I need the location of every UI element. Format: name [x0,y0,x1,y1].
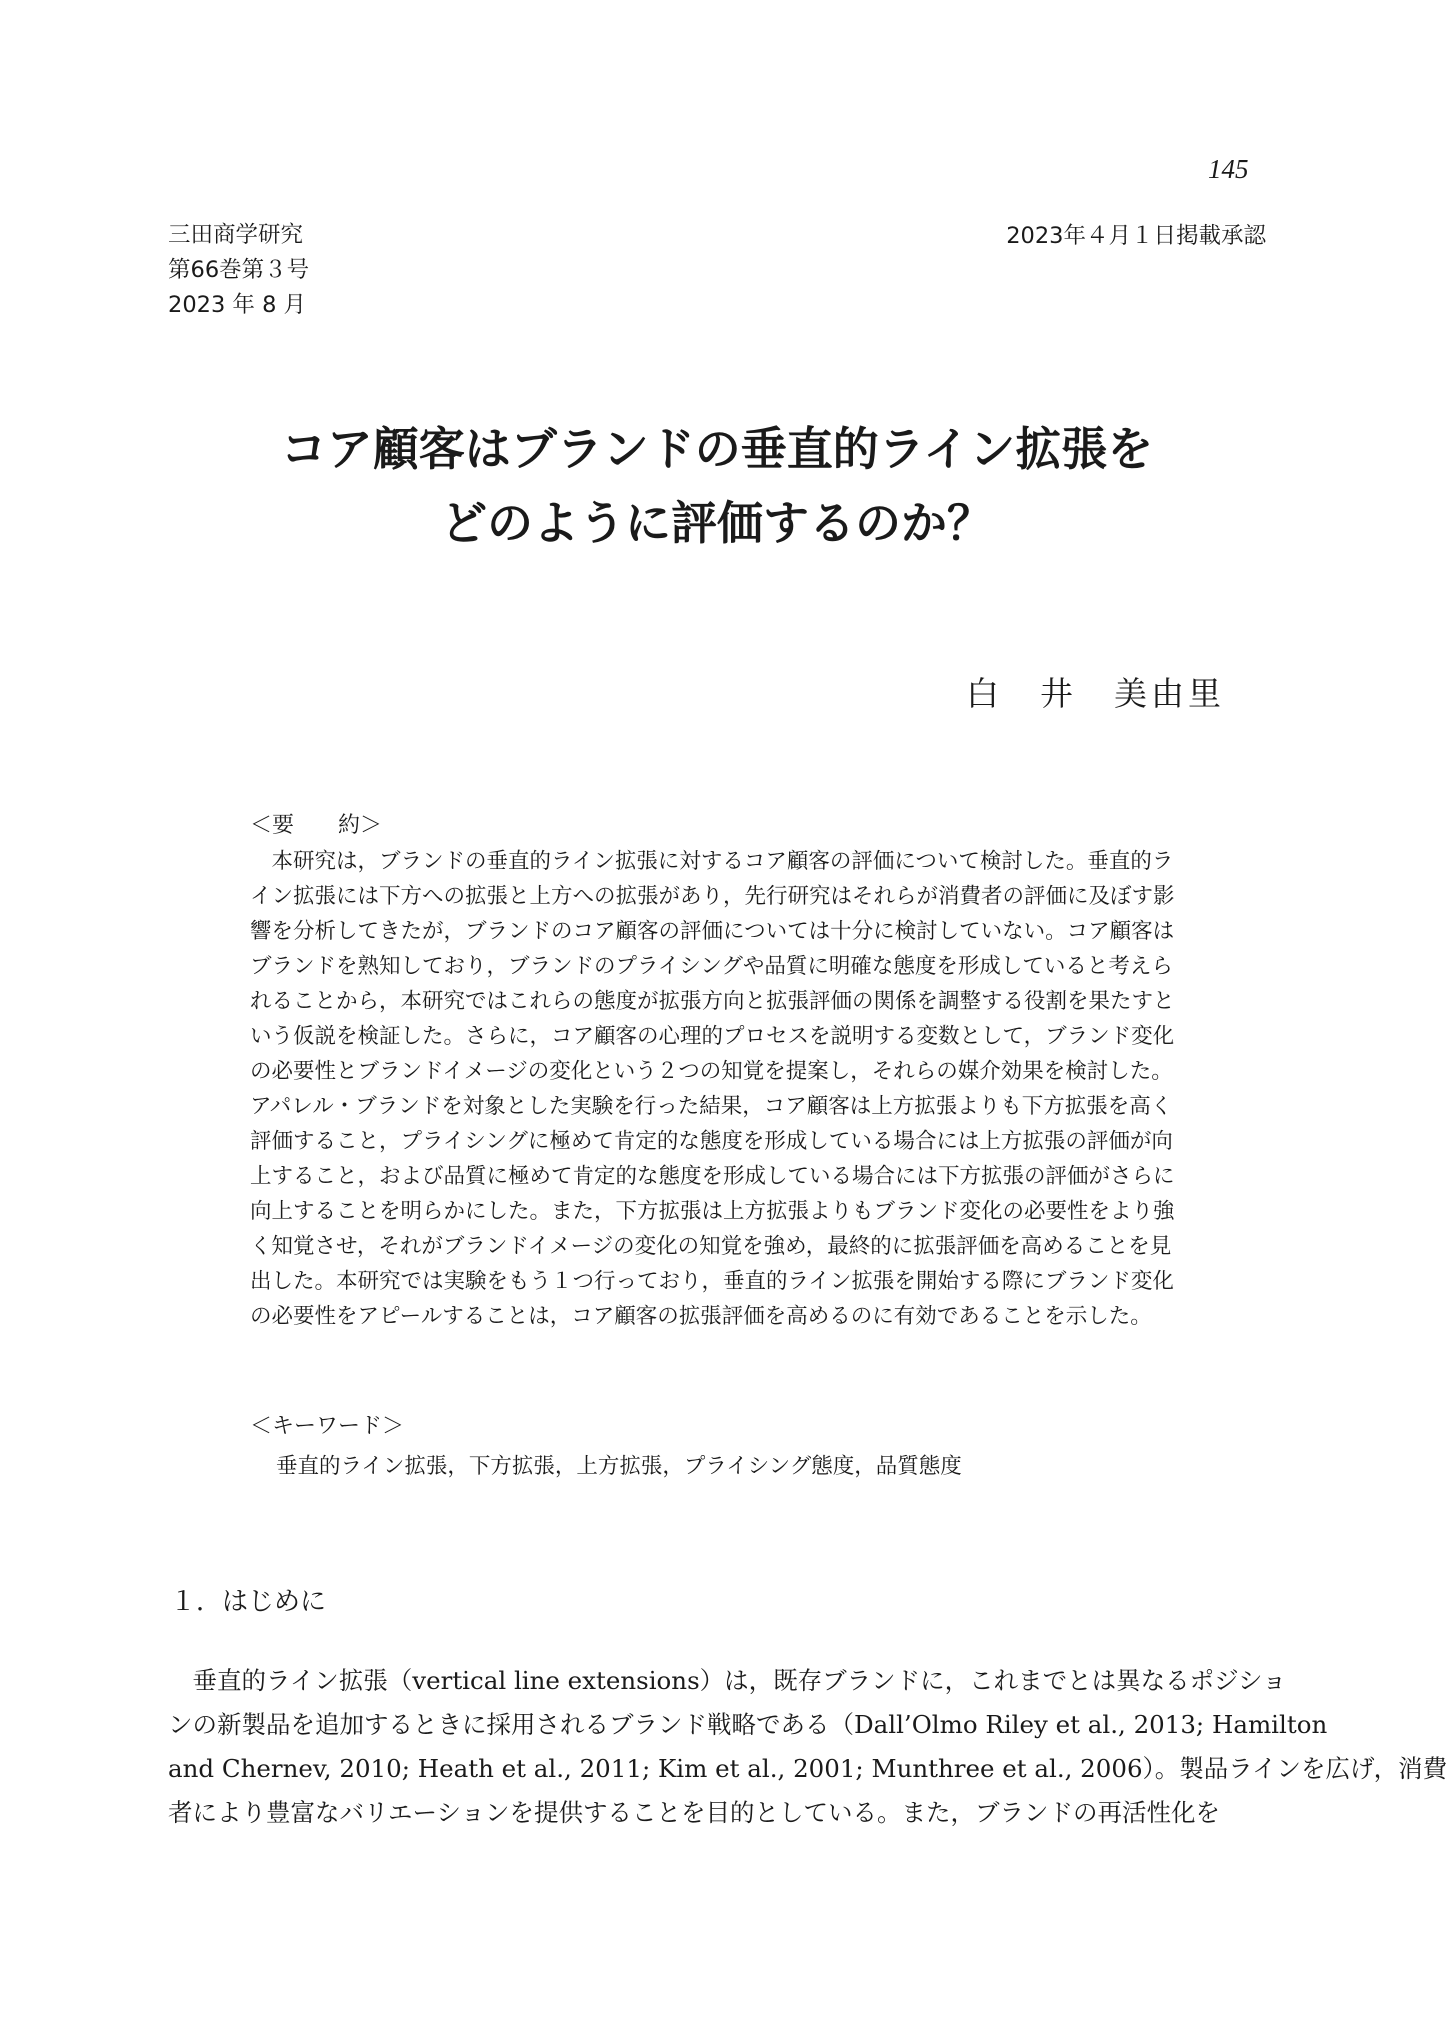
abstract-line: イン拡張には下方への拡張と上方への拡張があり，先行研究はそれらが消費者の評価に及ぼす影 [250,884,1175,909]
abstract-line: ブランドを熟知しており，ブランドのプライシングや品質に明確な態度を形成していると考えら [250,954,1173,979]
body-line: 者により豊富なバリエーションを提供することを目的としている。また，ブランドの再活性化を [168,1798,1221,1827]
author-name: 白 井 美由里 [966,674,1225,713]
journal-volume: 第66巻第３号 [168,257,310,283]
page-number: 145 [1208,154,1249,184]
abstract-line: の必要性とブランドイメージの変化という２つの知覚を提案し，それらの媒介効果を検討した。 [250,1059,1173,1084]
body-line: and Chernev, 2010; Heath et al., 2011; Kim et al., 2001; Munthree et al., 2006）。製品ラインを広げ，消費 [168,1754,1447,1783]
paper-title [130,412,1304,560]
abstract-line: 響を分析してきたが，ブランドのコア顧客の評価については十分に検討していない。コア顧客は [250,919,1175,944]
abstract-line: れることから，本研究ではこれらの態度が拡張方向と拡張評価の関係を調整する役割を果たすと [250,989,1175,1014]
section-heading: １．はじめに [170,1587,327,1617]
title-line: コア顧客はブランドの垂直的ライン拡張を [280,422,1154,476]
abstract-line: く知覚させ，それがブランドイメージの変化の知覚を強め，最終的に拡張評価を高めることを見 [250,1234,1172,1259]
abstract-line: いう仮説を検証した。さらに，コア顧客の心理的プロセスを説明する変数として，ブランド変化 [250,1024,1175,1049]
abstract-line: アパレル・ブランドを対象とした実験を行った結果，コア顧客は上方拡張よりも下方拡張を高く [250,1094,1173,1119]
keywords-heading: ＜キーワード＞ [250,1414,405,1439]
abstract-line: の必要性をアピールすることは，コア顧客の拡張評価を高めるのに有効であることを示した。 [250,1304,1152,1329]
acceptance-date: 2023年４月１日掲載承認 [1006,223,1266,249]
section-body [168,1659,1447,1835]
abstract-line: 向上することを明らかにした。また，下方拡張は上方拡張よりもブランド変化の必要性をより強 [250,1199,1175,1224]
body-line: ンの新製品を追加するときに採用されるブランド戦略である（Dall’Olmo Riley et al., 2013; Hamilton [168,1710,1328,1739]
abstract-line: 出した。本研究では実験をもう１つ行っており，垂直的ライン拡張を開始する際にブランド変化 [250,1269,1174,1294]
abstract-line: 本研究は，ブランドの垂直的ライン拡張に対するコア顧客の評価について検討した。垂直的ラ [250,849,1174,874]
abstract-body [250,844,1260,1334]
journal-date: 2023 年 8 月 [168,292,307,318]
keywords-list: 垂直的ライン拡張，下方拡張，上方拡張，プライシング態度，品質態度 [276,1454,962,1479]
body-line: 垂直的ライン拡張（vertical line extensions）は，既存ブランドに，これまでとは異なるポジショ [168,1666,1287,1695]
abstract-line: 上すること，および品質に極めて肯定的な態度を形成している場合には下方拡張の評価がさらに [250,1164,1175,1189]
journal-info [168,218,309,323]
abstract-line: 評価すること，プライシングに極めて肯定的な態度を形成している場合には上方拡張の評価が向 [250,1129,1173,1154]
title-line: どのように評価するのか？ [441,496,993,550]
journal-name: 三田商学研究 [168,222,304,248]
abstract-heading: ＜要 約＞ [250,813,383,838]
